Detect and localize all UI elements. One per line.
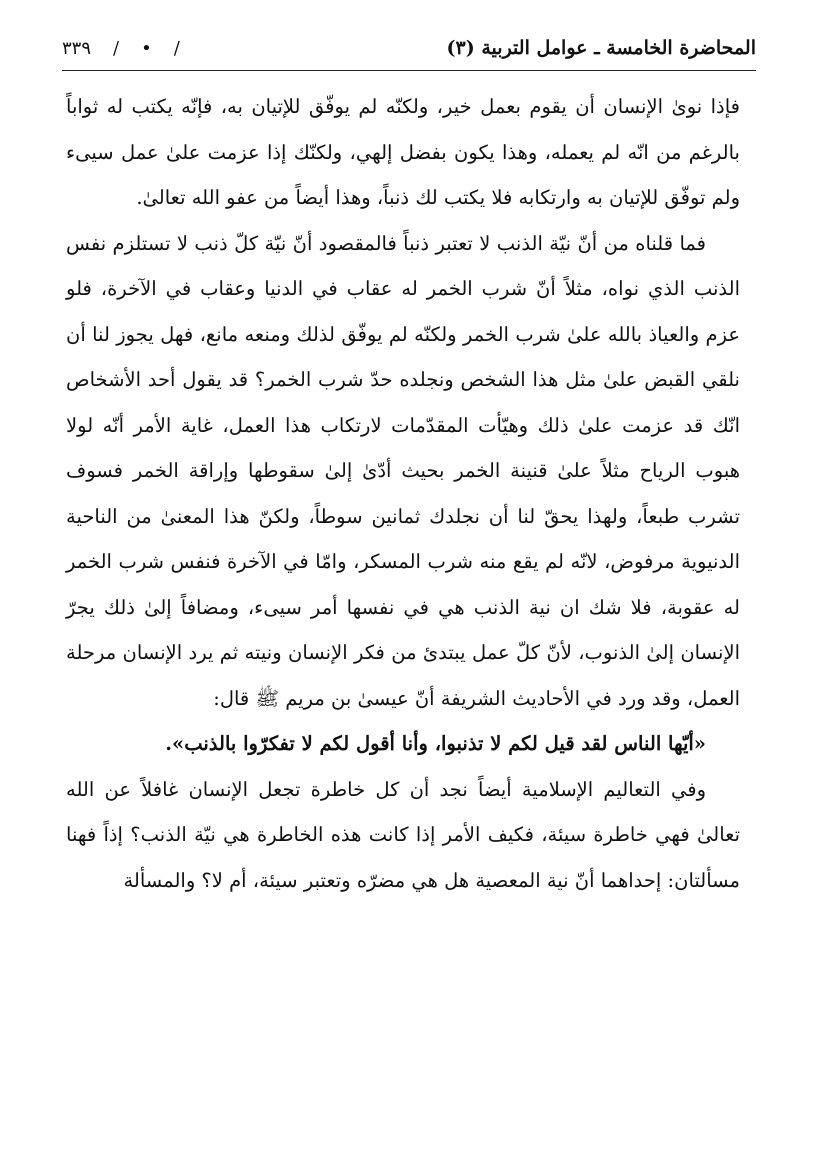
hadith-quote: «أيّها الناس لقد قيل لكم لا تذنبوا، وأنا أقول لكم لا تفكرّوا بالذنب». xyxy=(165,732,706,755)
paragraph: فما قلناه من أنّ نيّة الذنب لا تعتبر ذنباً فالمقصود أنّ نيّة كلّ ذنب لا تستلزم نفس الذنب الذي نواه، مثلاً أنّ شرب الخمر له عقاب في الدنيا وعقاب في الآخرة، فلو عزم والعياذ بالله علىٰ شرب الخمر ولكنّه لم يوفّق لذلك ومنعه مانع، فهل يجوز لنا أن نلقي القبض علىٰ مثل هذا الشخص ونجلده حدّ شرب الخمر؟ قد يقول أحد الأشخاص انّك قد عزمت علىٰ ذلك وهيّأت المقدّمات لارتكاب هذا العمل، غاية الأمر أنّه لولا هبوب الرياح مثلاً علىٰ قنينة الخمر بحيث أدّىٰ إلىٰ سقوطها وإراقة الخمر فسوف تشرب طبعاً، ولهذا يحقّ لنا أن نجلدك ثمانين سوطاً، ولكنّ هذا المعنىٰ من الناحية الدنيوية مرفوض، لانّه لم يقع منه شرب المسكر، وامّا في الآخرة فنفس شرب الخمر له عقوبة، فلا شك ان نية الذنب هي في نفسها أمر سيىء، ومضافاً إلىٰ ذلك يجرّ الإنسان إلىٰ الذنوب، لأنّ كلّ عمل يبتدئ من فكر الإنسان ونيته ثم يرد الإنسان مرحلة العمل، وقد ورد في الأحاديث الشريفة أنّ عيسىٰ بن مريم ﷺ قال: xyxy=(66,231,740,710)
paragraph: وفي التعاليم الإسلامية أيضاً نجد أن كل خاطرة تجعل الإنسان غافلاً عن الله تعالىٰ فهي خاطرة سيئة، فكيف الأمر إذا كانت هذه الخاطرة هي نيّة الذنب؟ إذاً فهنا مسألتان: إحداهما أنّ نية المعصية هل هي مضرّه وتعتبر سيئة، أم لا؟ والمسألة xyxy=(66,777,740,892)
page-number: ٣٣٩ xyxy=(62,37,92,59)
header-page-marks xyxy=(62,38,180,59)
running-header xyxy=(62,30,756,66)
header-separator: / xyxy=(113,37,120,59)
paragraph: فإذا نوىٰ الإنسان أن يقوم بعمل خير، ولكنّه لم يوفّق للإتيان به، فإنّه يكتب له ثواباً بالرغم من انّه لم يعمله، وهذا يكون بفضل إلهي، ولكنّك إذا عزمت علىٰ عمل سيىء ولم توفّق للإتيان به وارتكابه فلا يكتب لك ذنباً، وهذا أيضاً من عفو الله تعالىٰ. xyxy=(66,95,740,209)
chapter-title: المحاضرة الخامسة ـ عوامل التربية (٣) xyxy=(446,37,756,59)
header-separator: / xyxy=(173,37,180,59)
page-body xyxy=(66,84,740,903)
header-divider xyxy=(62,70,756,71)
header-bullet: • xyxy=(141,37,152,59)
